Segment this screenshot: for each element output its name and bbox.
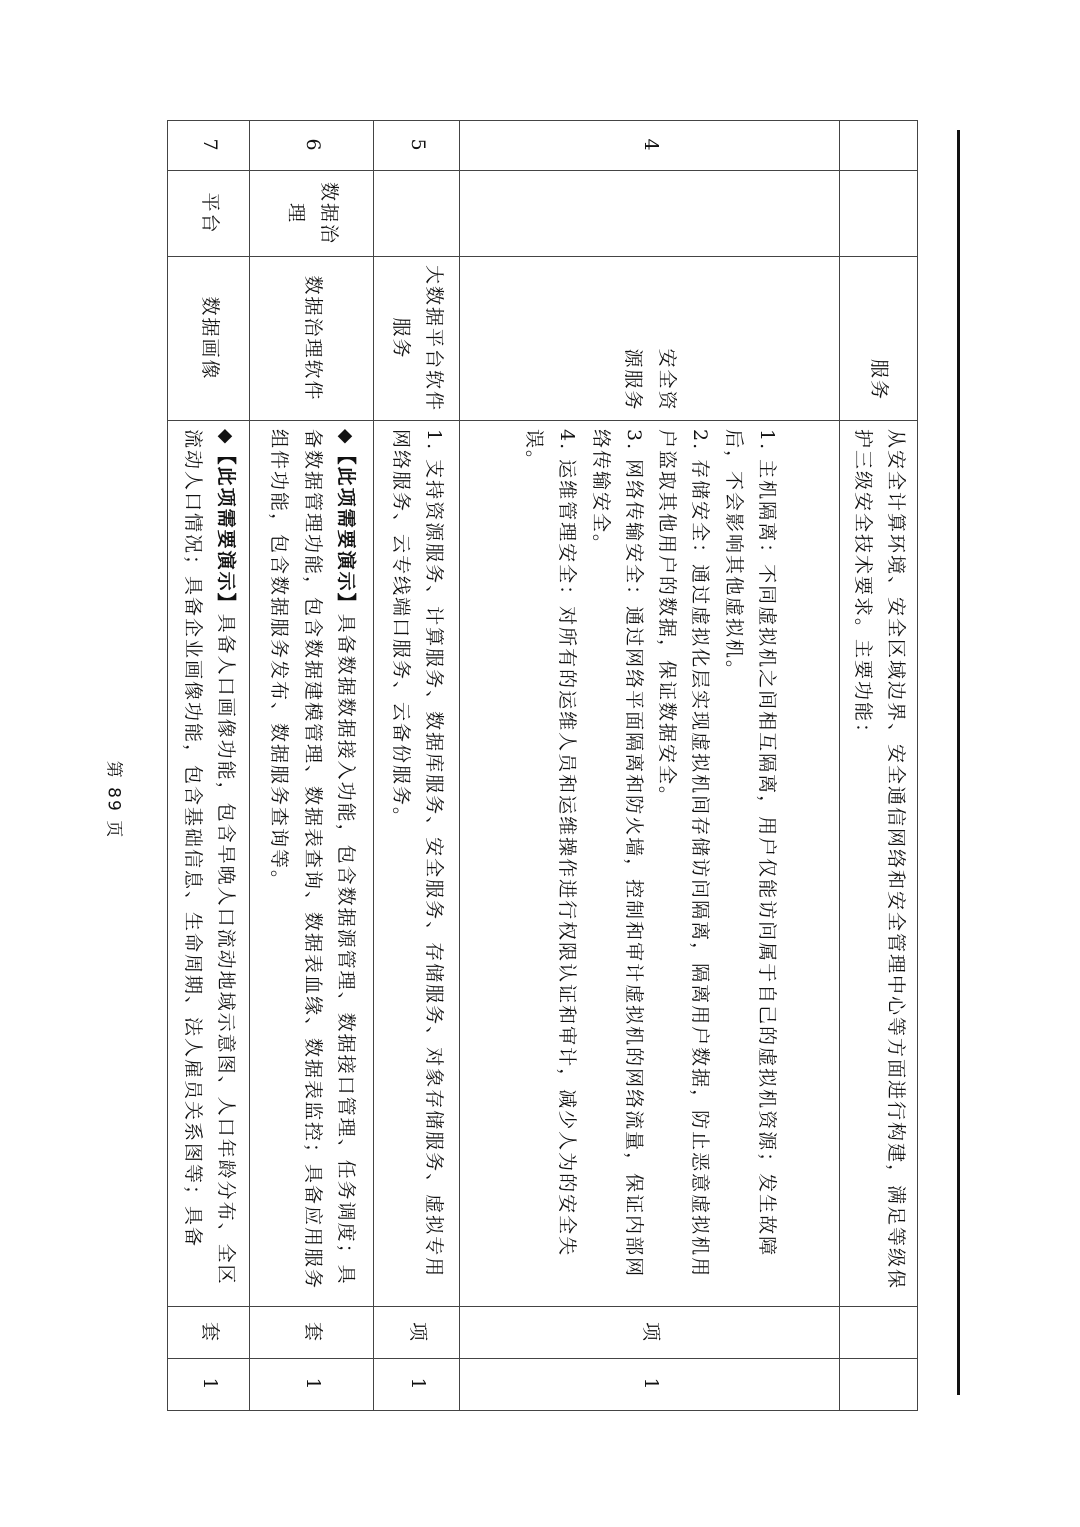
item-subcategory: 服务 bbox=[867, 358, 890, 401]
description-line: 2. 存储安全：通过虚拟化层实现虚拟机间存储访问隔离，隔离用户数据，防止恶意虚拟机用户盗取其他用户的数据，保证数据安全。 bbox=[656, 429, 712, 1279]
description-line: 3. 网络传输安全：通过网络平面隔离和防火墙，控制和审计虚拟机的网络流量，保证内部网络传输安全。 bbox=[589, 429, 645, 1279]
page-footer bbox=[86, 740, 146, 860]
unit-cell: 项 bbox=[374, 1307, 460, 1359]
table-row bbox=[168, 121, 250, 1411]
item-cell: 数据治理软件 bbox=[250, 257, 374, 421]
description-cell bbox=[374, 421, 460, 1307]
description-cell bbox=[460, 421, 840, 1307]
item-cell: 数据画像 bbox=[168, 257, 250, 421]
category-cell bbox=[460, 171, 840, 257]
demo-required-marker: ◆【此项需要演示】 bbox=[334, 429, 357, 614]
item-cell bbox=[840, 257, 918, 421]
quantity-cell bbox=[840, 1359, 918, 1411]
description-line: 1. 支持资源服务、计算服务、数据库服务、安全服务、存储服务、对象存储服务、虚拟专用网络服务、云专线端口服务、云备份服务。 bbox=[390, 429, 446, 1279]
description-text: 具备数据数据接入功能，包含数据源管理、数据接口管理、任务调度；具备数据管理功能，包含数据建模管理、数据表查询、数据表血缘、数据表监控；具备应用服务组件功能，包含数据服务发布、数据服务查询等。 bbox=[268, 429, 357, 1291]
rotated-page bbox=[182, 120, 918, 1410]
category-cell: 平台 bbox=[168, 171, 250, 257]
quantity-cell: 1 bbox=[460, 1359, 840, 1411]
description-line bbox=[262, 429, 362, 1298]
description-line: 4. 运维管理安全：对所有的运维人员和运维操作进行权限认证和审计，减少人为的安全失误。 bbox=[523, 429, 579, 1258]
table-row bbox=[374, 121, 460, 1411]
unit-cell: 项 bbox=[460, 1307, 840, 1359]
demo-required-marker: ◆【此项需要演示】 bbox=[215, 429, 238, 614]
row-number: 4 bbox=[460, 121, 840, 171]
description-cell bbox=[250, 421, 374, 1307]
quantity-cell: 1 bbox=[168, 1359, 250, 1411]
category-cell bbox=[840, 171, 918, 257]
page-edge-rule bbox=[957, 130, 960, 1395]
row-number: 5 bbox=[374, 121, 460, 171]
table-row bbox=[250, 121, 374, 1411]
row-number: 6 bbox=[250, 121, 374, 171]
description-line bbox=[176, 429, 243, 1298]
category-cell: 数据治理 bbox=[250, 171, 374, 257]
quantity-cell: 1 bbox=[374, 1359, 460, 1411]
description-cell bbox=[840, 421, 918, 1307]
table-row bbox=[460, 121, 840, 1411]
item-cell bbox=[460, 257, 840, 421]
item-cell: 大数据平台软件服务 bbox=[374, 257, 460, 421]
unit-cell: 套 bbox=[250, 1307, 374, 1359]
category-cell bbox=[374, 171, 460, 257]
row-number bbox=[840, 121, 918, 171]
item-subcategory: 安全资源服务 bbox=[622, 348, 679, 412]
unit-cell bbox=[840, 1307, 918, 1359]
description-text: 具备人口画像功能，包含早晚人口流动地域示意图、人口年龄分布、全区流动人口情况；具备企业画像功能，包含基础信息、生命周期、法人雇员关系图等；具备 bbox=[182, 429, 238, 1286]
page-number: 第 89 页 bbox=[103, 760, 124, 840]
description-cell bbox=[168, 421, 250, 1307]
table-row bbox=[840, 121, 918, 1411]
spec-table bbox=[168, 120, 919, 1411]
description-line: 1. 主机隔离：不同虚拟机之间相互隔离，用户仅能访问属于自己的虚拟机资源；发生故障后，不会影响其他虚拟机。 bbox=[722, 429, 778, 1258]
row-number: 7 bbox=[168, 121, 250, 171]
quantity-cell: 1 bbox=[250, 1359, 374, 1411]
unit-cell: 套 bbox=[168, 1307, 250, 1359]
description-line: 从安全计算环境、安全区域边界、安全通信网络和安全管理中心等方面进行构建，满足等级保护三级安全技术要求。主要功能： bbox=[851, 429, 907, 1291]
